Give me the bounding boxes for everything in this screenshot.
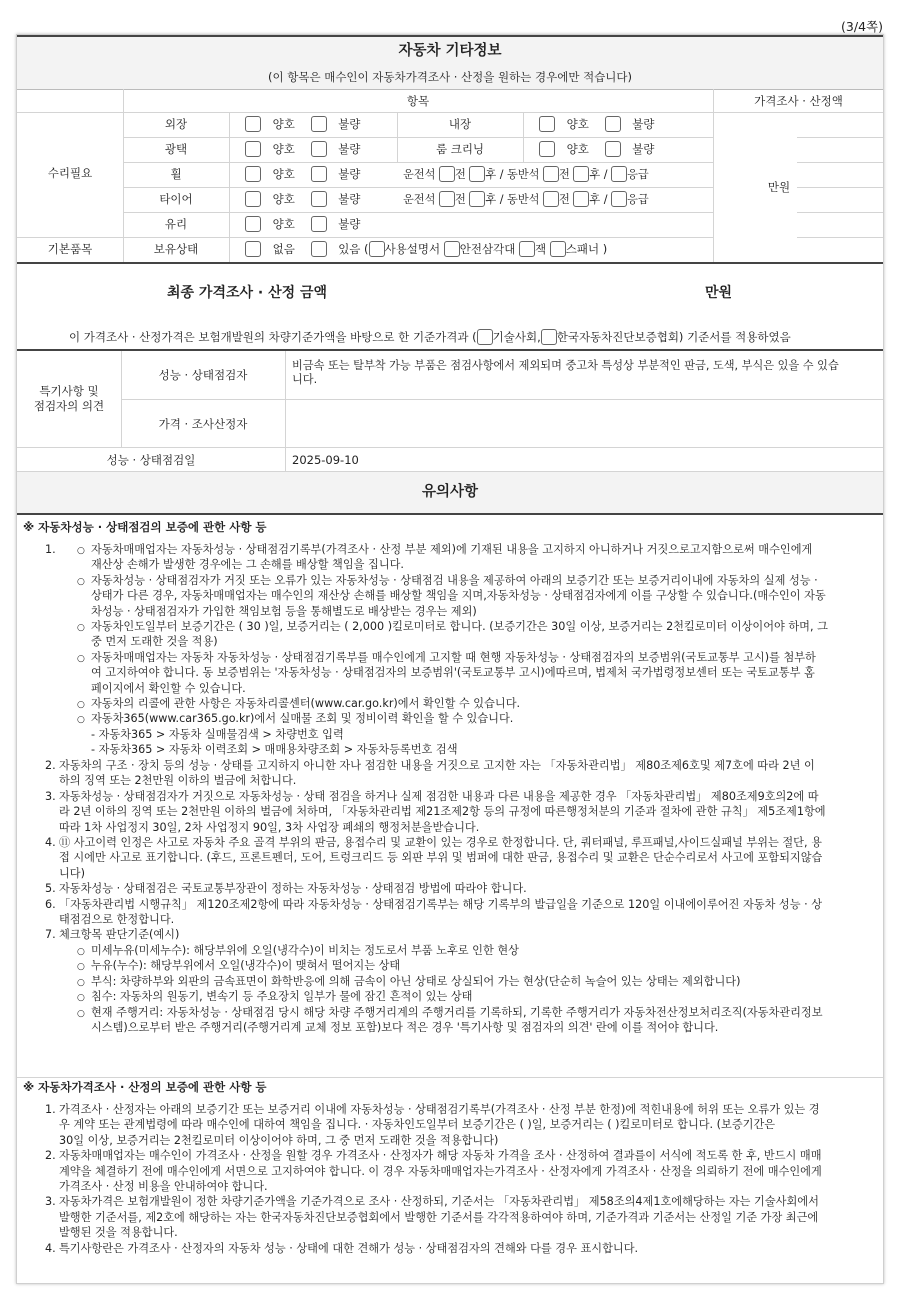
numbered-item [45, 758, 877, 789]
bad-label: 불량 [338, 117, 361, 131]
emergency-label: 응급 [627, 168, 649, 181]
notice-text-line: 니다) [59, 866, 85, 880]
jack-checkbox[interactable] [519, 241, 535, 257]
item-number: 1. [45, 1103, 56, 1116]
rear-label: 후 / [589, 193, 608, 206]
price-unit: 만원 [767, 180, 791, 194]
rear-passenger-label: 후 / 동반석 [485, 168, 540, 181]
notice-text-line: 가격조사 · 산정자는 아래의 보증기간 또는 보증거리 이내에 자동차성능 · 상태점검기록부(가격조사 · 산정 부분 한정)에 적힌내용에 허위 또는 오류가 있는 경 [59, 1103, 820, 1116]
interior-bad-checkbox[interactable] [605, 116, 621, 132]
inspection-date-value: 2025-09-10 [292, 453, 359, 467]
col-price-header: 가격조사 · 산정액 [754, 94, 843, 108]
exterior-good-checkbox[interactable] [245, 116, 261, 132]
col-item-header: 항목 [406, 94, 430, 108]
numbered-item [45, 835, 877, 881]
none-label: 없음 [272, 242, 295, 256]
wheel-bad-checkbox[interactable] [311, 166, 327, 182]
notice-text-line: 자동차성능 · 상태점검자가 거짓 또는 오류가 있는 자동차성능 · 상태점검 내용을 제공하여 아래의 보증기간 또는 보증거리이내에 자동차의 실제 성능 · [91, 573, 818, 587]
notice-text-line: - 자동차365 > 자동차 이력조회 > 매매용차량조회 > 자동차등록번호 검색 [91, 743, 458, 757]
notice-text-line: 하의 징역 또는 2천만원 이하의 벌금에 처합니다. [59, 774, 297, 788]
notice-text-line: 부식: 차량하부와 외판의 금속표면이 화학반응에 의해 금속이 아닌 상태로 상실되어 가는 현상(단순히 녹슬어 있는 상태는 제외합니다) [91, 974, 741, 988]
item-number: 3. [45, 1195, 56, 1209]
wheel-driver-rear-checkbox[interactable] [469, 166, 485, 182]
room-cleaning-options [539, 141, 654, 157]
good-label: 양호 [272, 167, 295, 181]
exterior-options [245, 116, 360, 132]
tire-driver-front-checkbox[interactable] [439, 191, 455, 207]
wheel-good-checkbox[interactable] [245, 166, 261, 182]
inspector-opinion-line2: 니다. [292, 373, 318, 386]
notice-text-line: 미세누유(미세누수): 해당부위에 오일(냉각수)이 비치는 정도로서 부품 노후로 인한 현상 [91, 944, 519, 957]
tire-good-checkbox[interactable] [245, 191, 261, 207]
rear-passenger-label: 후 / 동반석 [485, 193, 540, 206]
tire-seat-options [403, 191, 649, 207]
group-basic-label: 기본품목 [47, 242, 93, 256]
opinion-group-label-2: 점검자의 의견 [33, 399, 105, 413]
item-number: 4. [45, 1241, 56, 1255]
driver-seat-label: 운전석 [403, 193, 436, 206]
row-wheel: 휠 [170, 167, 182, 181]
jack-label: 잭 [534, 242, 547, 256]
page-number: (3/4쪽) [841, 19, 883, 34]
row-exterior: 외장 [164, 117, 188, 131]
bullet-item [77, 943, 877, 958]
notice-text-line: 30일 이상, 보증거리는 2천킬로미터 이상이어야 하며, 그 중 먼저 도래한 것을 적용합니다) [59, 1133, 499, 1147]
notice-text-line: 자동차365(www.car365.go.kr)에서 실매물 조회 및 정비이력 확인을 할 수 있습니다. [91, 712, 514, 726]
manual-checkbox[interactable] [369, 241, 385, 257]
price-examiner-label: 가격 · 조사산정자 [158, 417, 248, 431]
numbered-item [45, 1148, 877, 1194]
group-repair-label: 수리필요 [47, 166, 93, 180]
bad-label: 불량 [338, 167, 361, 181]
bad-label: 불량 [338, 217, 361, 231]
spanner-checkbox[interactable] [550, 241, 566, 257]
basis-kisul-label: 기술사회, [492, 330, 541, 344]
row-room-cleaning: 룸 크리닝 [435, 142, 485, 156]
wheel-options [245, 166, 360, 182]
glass-bad-checkbox[interactable] [311, 216, 327, 232]
final-price-basis [69, 329, 791, 345]
interior-options [539, 116, 654, 132]
etc-subtitle: (이 항목은 매수인이 자동차가격조사 · 산정을 원하는 경우에만 적습니다) [267, 70, 633, 84]
good-label: 양호 [566, 117, 589, 131]
front-label: 전 [454, 168, 466, 181]
notice-text-line: 차성능 · 상태점검자가 가입한 책임보험 등을 통해별도로 배상받는 경우는 제외) [91, 604, 477, 618]
possession-none-checkbox[interactable] [245, 241, 261, 257]
item-number: 1. [45, 543, 56, 556]
notice-text-line: 발행한 기준서를, 제2호에 해당하는 자는 한국자동차진단보증협회에서 발행한 기준서를 각각적용하여야 하며, 기준가격과 기준서는 산정일 기준 가장 최근에 [59, 1210, 819, 1224]
possession-options [245, 241, 607, 257]
numbered-item [45, 1194, 877, 1240]
bad-label: 불량 [632, 117, 655, 131]
item-number: 3. [45, 789, 56, 803]
bullet-item [77, 619, 877, 650]
driver-seat-label: 운전석 [403, 168, 436, 181]
room-cleaning-bad-checkbox[interactable] [605, 141, 621, 157]
emergency-label: 응급 [627, 193, 649, 206]
numbered-item [45, 1102, 877, 1148]
triangle-checkbox[interactable] [444, 241, 460, 257]
tire-passenger-front-checkbox[interactable] [543, 191, 559, 207]
item-number: 2. [45, 1149, 56, 1163]
notice-text-line: 발행된 것을 적용합니다. [59, 1226, 178, 1240]
good-label: 양호 [272, 217, 295, 231]
row-interior: 내장 [448, 117, 472, 131]
bullet-item [77, 650, 877, 696]
section2-items [45, 1102, 877, 1256]
notice-section2-title: ※ 자동차가격조사 · 산정의 보증에 관한 사항 등 [23, 1080, 267, 1094]
bullet-item [77, 711, 877, 757]
bad-label: 불량 [338, 142, 361, 156]
notice-title: 유의사항 [421, 484, 479, 500]
item-number: 5. [45, 882, 56, 896]
row-tire: 타이어 [159, 192, 193, 206]
tire-emergency-checkbox[interactable] [611, 191, 627, 207]
section1-items [45, 758, 877, 943]
wheel-emergency-checkbox[interactable] [611, 166, 627, 182]
notice-text-line: 자동차성능 · 상태점검은 국토교통부장관이 정하는 자동차성능 · 상태점검 방법에 따라야 합니다. [59, 882, 527, 896]
association-checkbox[interactable] [541, 329, 557, 345]
good-label: 양호 [272, 117, 295, 131]
item1-bullets [77, 542, 877, 758]
wheel-passenger-rear-checkbox[interactable] [573, 166, 589, 182]
notice-text-line: 페이지에서 확인할 수 있습니다. [91, 681, 246, 695]
inspector-opinion-line1: 비금속 또는 탈부착 가능 부품은 점검사항에서 제외되며 중고차 특성상 부분적인 판금, 도색, 부식은 있을 수 있습 [292, 359, 839, 372]
item7-bullets [77, 943, 877, 1035]
notice-text-line: 여 고지하여야 합니다. 동 보증범위는 '자동차성능 · 상태점검자의 보증범위'(국토교통부 고시)에따르며, 법제처 국가법령정보센터 또는 국토교통부 홈 [91, 666, 815, 680]
opinion-group-label-1: 특기사항 및 [39, 384, 99, 398]
notice-text-line: 자동차의 구조 · 장치 등의 성능 · 상태를 고지하지 아니한 자나 점검한 내용을 거짓으로 고지한 자는 「자동차관리법」 제80조제6호및 제7호에 따라 2년 이 [59, 759, 815, 772]
row-gloss: 광택 [164, 142, 188, 156]
notice-text-line: 계약을 체결하기 전에 매수인에게 서면으로 고지하여야 합니다. 이 경우 자동차매매업자는가격조사 · 산정자에게 가격조사 · 산정을 의뢰하기 전에 매수인에게 [59, 1164, 822, 1178]
notice-text-line: 접 시에만 사고로 표기합니다. (후드, 프론트펜더, 도어, 트렁크리드 등 외판 부위 및 범퍼에 대한 판금, 용접수리 및 교환은 단순수리로서 사고에 포함되지않습 [59, 851, 823, 865]
notice-text-line: 체크항목 판단기준(예시) [59, 928, 180, 942]
spanner-label: 스패너 ) [565, 242, 608, 256]
bullet-item [77, 542, 877, 573]
notice-text-line: 중 먼저 도래한 것을 적용) [91, 635, 218, 649]
notice-text-line: 현재 주행거리: 자동차성능 · 상태점검 당시 해당 차량 주행거리계의 주행거리를 기록하되, 기록한 주행거리가 자동차전산정보처리조직(자동차관리정보 [91, 1005, 823, 1019]
notice-text-line: 특기사항란은 가격조사 · 산정자의 자동차 성능 · 상태에 대한 견해가 성능 · 상태점검자의 견해와 다를 경우 표시합니다. [59, 1241, 639, 1255]
notice-text-line: 자동차인도일부터 보증기간은 ( 30 )일, 보증거리는 ( 2,000 )킬로미터로 합니다. (보증기간은 30일 이상, 보증거리는 2천킬로미터 이상이어야 하며, 그 [91, 620, 828, 634]
tire-bad-checkbox[interactable] [311, 191, 327, 207]
notice-text-line: 자동차매매업자는 매수인이 가격조사 · 산정을 원할 경우 가격조사 · 산정자가 해당 자동차 가격을 조사 · 산정하여 결과를이 서식에 적도록 한 후, 반드시 매매 [59, 1149, 822, 1163]
bullet-item [77, 1005, 877, 1036]
front-label: 전 [559, 193, 570, 206]
glass-good-checkbox[interactable] [245, 216, 261, 232]
bullet-item [77, 958, 877, 973]
front-label: 전 [454, 193, 466, 206]
notice-text-line: 침수: 자동차의 원동기, 변속기 등 주요장치 일부가 물에 잠긴 흔적이 있는 상태 [91, 990, 473, 1004]
bullet-item [77, 989, 877, 1004]
manual-label: 사용설명서 [384, 242, 441, 256]
rear-label: 후 / [589, 168, 608, 181]
tire-passenger-rear-checkbox[interactable] [573, 191, 589, 207]
interior-good-checkbox[interactable] [539, 116, 555, 132]
good-label: 양호 [272, 192, 295, 206]
bullet-icon [77, 573, 85, 590]
numbered-item [45, 881, 877, 896]
final-price-label: 최종 가격조사 · 산정 금액 [167, 285, 328, 301]
exterior-bad-checkbox[interactable] [311, 116, 327, 132]
notice-text-line: - 자동차365 > 자동차 실매물검색 > 차량번호 입력 [91, 727, 344, 741]
numbered-item [45, 1241, 877, 1256]
row-possession: 보유상태 [153, 242, 199, 256]
inspector-label: 성능 · 상태점검자 [158, 368, 248, 382]
notice-text-line: 자동차성능 · 상태점검자가 거짓으로 자동차성능 · 상태 점검을 하거나 실제 점검한 내용과 다른 내용을 제공한 경우 「자동차관리법」 제80조제9호의2에 따 [59, 789, 819, 803]
etc-title: 자동차 기타정보 [398, 43, 502, 59]
bullet-icon [77, 650, 85, 667]
bullet-item [77, 573, 877, 619]
exists-label: 있음 ( [338, 242, 369, 256]
numbered-item [45, 927, 877, 942]
notice-text-line: 우 계약 또는 관계법령에 따라 매수인에 대하여 책임을 집니다. · 자동차인도일부터 보증기간은 ( )일, 보증거리는 ( )킬로미터로 합니다. (보증기간은 [59, 1118, 776, 1132]
notice-text-line: 자동차가격은 보험개발원이 정한 차량기준가액을 기준가격으로 조사 · 산정하되, 기준서는 「자동차관리법」 제58조의4제1호에해당하는 자는 기술사회에서 [59, 1195, 819, 1209]
numbered-item [45, 897, 877, 928]
item-number: 7. [45, 928, 56, 942]
notice-text-line: 상태가 다른 경우, 자동차매매업자는 매수인의 재산상 손해를 배상할 책임을 지며,자동차성능 · 상태점검자에게 이를 구상할 수 있습니다.(매수인이 자동 [91, 589, 826, 603]
notice-text-line: 누유(누수): 해당부위에서 오일(냉각수)이 맺혀서 떨어지는 상태 [91, 959, 401, 973]
gloss-options [245, 141, 360, 157]
glass-options [245, 216, 360, 232]
basis-suffix: 한국자동차진단보증협회) 기준서를 적용하였음 [556, 330, 791, 344]
inspection-date-label: 성능 · 상태점검일 [106, 453, 196, 467]
bullet-icon [77, 542, 85, 559]
item-number: 2. [45, 759, 56, 772]
notice-text-line: 자동차의 리콜에 관한 사항은 자동차리콜센터(www.car.go.kr)에서 확인할 수 있습니다. [91, 697, 521, 711]
front-label: 전 [559, 168, 570, 181]
notice-section1-title: ※ 자동차성능 · 상태점검의 보증에 관한 사항 등 [23, 520, 267, 534]
bullet-item [77, 696, 877, 711]
good-label: 양호 [272, 142, 295, 156]
numbered-item [45, 789, 877, 835]
kisul-checkbox[interactable] [477, 329, 493, 345]
good-label: 양호 [566, 142, 589, 156]
notice-text-line: 태점검으로 한정합니다. [59, 913, 175, 927]
tire-options [245, 191, 360, 207]
bad-label: 불량 [338, 192, 361, 206]
bullet-item [77, 974, 877, 989]
notice-text-line: 재산상 손해가 발생한 경우에는 그 손해를 배상할 책임을 집니다. [91, 558, 404, 572]
bullet-icon [77, 619, 85, 636]
notice-text-line: 라 2년 이하의 징역 또는 2천만원 이하의 벌금에 처하며, 「자동차관리법 제21조제2항 등의 규정에 따른행정처분의 기준과 절차에 관한 규칙」 제5조제1항에 [59, 805, 826, 819]
notice-text-line: 「자동차관리법 시행규칙」 제120조제2항에 따라 자동차성능 · 상태점검기록부는 해당 기록부의 발급일을 기준으로 120일 이내에이루어진 자동차 성능 · 상 [59, 897, 823, 911]
basis-prefix: 이 가격조사 · 산정가격은 보험개발원의 차량기준가액을 바탕으로 한 기준가격과 ( [69, 330, 477, 344]
gloss-bad-checkbox[interactable] [311, 141, 327, 157]
notice-text-line: ⑪ 사고이력 인정은 사고로 자동차 주요 골격 부위의 판금, 용접수리 및 교환이 있는 경우로 한정합니다. 단, 쿼터패널, 루프패널,사이드실패널 부위는 절단, 용 [59, 836, 822, 850]
etc-header [17, 37, 883, 89]
document-sheet [16, 34, 884, 1284]
notice-text-line: 시스템)으로부터 받은 주행거리(주행거리계 교체 정보 포함)보다 적은 경우 '특기사항 및 점검자의 의견' 란에 이를 적어야 합니다. [91, 1021, 719, 1035]
wheel-driver-front-checkbox[interactable] [439, 166, 455, 182]
item-number: 4. [45, 836, 56, 850]
final-price-unit: 만원 [705, 285, 733, 301]
notice-header [17, 472, 883, 513]
gloss-good-checkbox[interactable] [245, 141, 261, 157]
wheel-seat-options [403, 166, 649, 182]
tire-driver-rear-checkbox[interactable] [469, 191, 485, 207]
room-cleaning-good-checkbox[interactable] [539, 141, 555, 157]
bullet-icon [77, 711, 85, 728]
bad-label: 불량 [632, 142, 655, 156]
wheel-passenger-front-checkbox[interactable] [543, 166, 559, 182]
notice-text-line: 가격조사 · 산정 비용을 안내하여야 합니다. [59, 1180, 268, 1194]
triangle-label: 안전삼각대 [459, 242, 516, 256]
bullet-icon [77, 1005, 85, 1022]
notice-text-line: 자동차매매업자는 자동차 자동차성능 · 상태점검기록부를 매수인에게 고지할 때 현행 자동차성능 · 상태점검자의 보증범위(국토교통부 고시)를 첨부하 [91, 650, 816, 664]
row-glass: 유리 [164, 217, 188, 231]
item-number: 6. [45, 897, 56, 911]
notice-text-line: 자동차매매업자는 자동차성능 · 상태점검기록부(가격조사 · 산정 부분 제외)에 기재된 내용을 고지하지 아니하거나 거짓으로고지함으로써 매수인에게 [91, 543, 813, 556]
possession-exists-checkbox[interactable] [311, 241, 327, 257]
notice-text-line: 따라 1차 사업정지 30일, 2차 사업정지 90일, 3차 사업장 폐쇄의 행정처분을받습니다. [59, 820, 480, 834]
